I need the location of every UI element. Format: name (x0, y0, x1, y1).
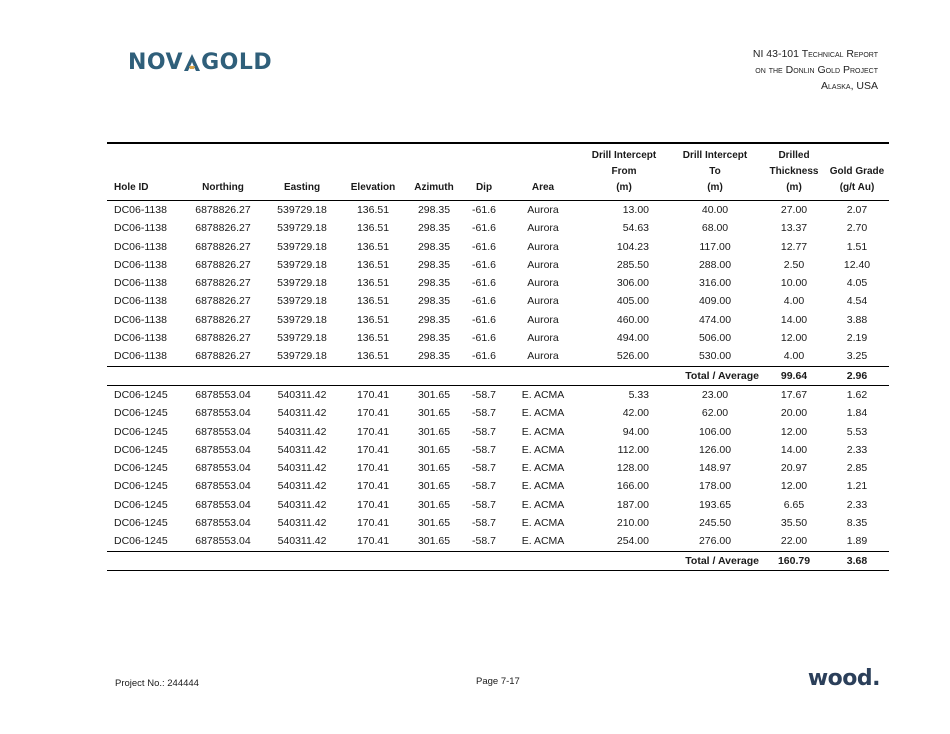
report-title-line1: NI 43-101 Technical Report (752, 48, 878, 60)
cell-dip: -58.7 (472, 388, 496, 401)
table-row (107, 514, 889, 532)
cell-to: 316.00 (698, 277, 732, 290)
cell-area: Aurora (527, 332, 559, 345)
cell-from: 254.00 (616, 535, 649, 548)
novagold-logo-text: NOV GOLD (128, 50, 273, 75)
cell-area: E. ACMA (521, 517, 565, 530)
cell-hole-id: DC06-1138 (114, 204, 167, 216)
cell-dip: -58.7 (472, 480, 496, 493)
cell-easting: 540311.42 (277, 443, 327, 456)
cell-thickness: 14.00 (780, 313, 808, 326)
cell-northing: 6878553.04 (195, 535, 251, 548)
cell-from: 13.00 (622, 204, 649, 216)
cell-elevation: 136.51 (356, 222, 390, 235)
novagold-logo-a-mark (183, 50, 201, 76)
cell-thickness: 12.00 (780, 332, 808, 345)
cell-area: Aurora (527, 295, 559, 308)
cell-azimuth: 301.65 (417, 388, 451, 401)
cell-to: 178.00 (698, 480, 732, 493)
cell-area: Aurora (527, 277, 559, 290)
report-title-line2: on the Donlin Gold Project (755, 64, 878, 76)
cell-to: 245.50 (698, 517, 732, 530)
cell-northing: 6878553.04 (195, 443, 251, 456)
cell-dip: -61.6 (472, 258, 496, 271)
cell-northing: 6878826.27 (195, 222, 251, 235)
cell-dip: -61.6 (472, 332, 496, 345)
cell-hole-id: DC06-1138 (114, 240, 167, 253)
cell-elevation: 170.41 (356, 407, 390, 420)
cell-elevation: 136.51 (356, 313, 390, 326)
cell-northing: 6878826.27 (195, 240, 251, 253)
cell-to: 530.00 (698, 350, 732, 363)
cell-elevation: 170.41 (356, 425, 390, 438)
col-azimuth: Azimuth (405, 148, 463, 201)
cell-hole-id: DC06-1138 (114, 277, 167, 290)
cell-from: 54.63 (622, 222, 649, 235)
cell-to: 193.65 (698, 498, 732, 511)
cell-thickness: 13.37 (780, 222, 808, 235)
cell-thickness: 14.00 (780, 443, 808, 456)
total-thickness: 160.79 (763, 551, 825, 570)
table-row (107, 292, 889, 310)
cell-northing: 6878553.04 (195, 425, 251, 438)
cell-easting: 540311.42 (277, 480, 327, 493)
cell-dip: -58.7 (472, 535, 496, 548)
cell-northing: 6878553.04 (195, 407, 251, 420)
cell-elevation: 136.51 (356, 258, 390, 271)
cell-hole-id: DC06-1138 (114, 350, 167, 363)
cell-dip: -58.7 (472, 517, 496, 530)
cell-thickness: 35.50 (780, 517, 808, 530)
total-grade: 2.96 (825, 366, 889, 385)
cell-grade: 3.25 (846, 350, 868, 363)
cell-elevation: 170.41 (356, 388, 390, 401)
cell-area: E. ACMA (521, 425, 565, 438)
table-row (107, 532, 889, 551)
cell-to: 474.00 (698, 313, 732, 326)
cell-grade: 2.85 (846, 462, 868, 475)
cell-easting: 540311.42 (277, 535, 327, 548)
cell-dip: -58.7 (472, 425, 496, 438)
table-header-row (107, 148, 889, 201)
cell-from: 494.00 (616, 332, 649, 345)
cell-northing: 6878826.27 (195, 258, 251, 271)
cell-to: 276.00 (698, 535, 732, 548)
cell-hole-id: DC06-1138 (114, 313, 167, 326)
cell-from: 526.00 (616, 350, 649, 363)
cell-easting: 539729.18 (277, 295, 327, 308)
cell-northing: 6878826.27 (195, 350, 251, 363)
cell-northing: 6878826.27 (195, 204, 251, 216)
cell-hole-id: DC06-1245 (114, 425, 168, 438)
cell-elevation: 170.41 (356, 517, 390, 530)
cell-from: 187.00 (616, 498, 649, 511)
page-number: Page 7-17 (476, 676, 520, 687)
col-northing: Northing (183, 148, 263, 201)
cell-grade: 1.89 (846, 535, 868, 548)
table-row (107, 496, 889, 514)
cell-dip: -61.6 (472, 222, 496, 235)
cell-elevation: 170.41 (356, 498, 390, 511)
col-drilled-thickness: Drilled Thickness (m) (763, 148, 825, 201)
col-area: Area (505, 148, 581, 201)
total-row (107, 366, 889, 385)
cell-azimuth: 298.35 (417, 313, 451, 326)
cell-hole-id: DC06-1245 (114, 535, 168, 548)
cell-hole-id: DC06-1138 (114, 258, 167, 271)
cell-area: Aurora (527, 240, 559, 253)
cell-hole-id: DC06-1245 (114, 498, 168, 511)
cell-grade: 1.62 (846, 388, 868, 401)
cell-easting: 539729.18 (277, 277, 327, 290)
col-easting: Easting (263, 148, 341, 201)
total-label: Total / Average (581, 551, 763, 570)
cell-dip: -61.6 (472, 295, 496, 308)
drill-intercept-table (107, 142, 889, 571)
cell-hole-id: DC06-1138 (114, 295, 167, 308)
cell-grade: 2.33 (846, 498, 868, 511)
cell-elevation: 136.51 (356, 332, 390, 345)
table-row (107, 441, 889, 459)
cell-northing: 6878553.04 (195, 498, 251, 511)
cell-easting: 540311.42 (277, 407, 327, 420)
col-dip: Dip (463, 148, 505, 201)
cell-area: E. ACMA (521, 407, 565, 420)
cell-area: E. ACMA (521, 498, 565, 511)
cell-azimuth: 301.65 (417, 480, 451, 493)
cell-area: Aurora (527, 204, 559, 216)
wood-logo: wood. (807, 666, 880, 691)
cell-easting: 540311.42 (277, 517, 327, 530)
cell-thickness: 22.00 (780, 535, 808, 548)
report-header (753, 46, 878, 94)
cell-azimuth: 301.65 (417, 462, 451, 475)
table-row (107, 385, 889, 404)
cell-from: 166.00 (616, 480, 649, 493)
cell-grade: 2.70 (846, 222, 868, 235)
cell-easting: 540311.42 (277, 425, 327, 438)
cell-dip: -61.6 (472, 277, 496, 290)
table-row (107, 311, 889, 329)
cell-grade: 1.21 (846, 480, 868, 493)
cell-dip: -61.6 (472, 204, 496, 216)
table-row (107, 329, 889, 347)
cell-easting: 539729.18 (277, 313, 327, 326)
cell-elevation: 170.41 (356, 443, 390, 456)
cell-from: 5.33 (628, 388, 649, 401)
total-thickness: 99.64 (763, 366, 825, 385)
cell-to: 62.00 (701, 407, 729, 420)
cell-azimuth: 298.35 (417, 204, 451, 216)
group-dc06-1245 (107, 385, 889, 570)
cell-easting: 539729.18 (277, 204, 327, 216)
cell-grade: 4.05 (846, 277, 868, 290)
total-grade: 3.68 (825, 551, 889, 570)
cell-azimuth: 301.65 (417, 407, 451, 420)
project-number: Project No.: 244444 (115, 678, 199, 689)
cell-easting: 539729.18 (277, 332, 327, 345)
cell-to: 126.00 (698, 443, 732, 456)
cell-northing: 6878553.04 (195, 517, 251, 530)
cell-grade: 2.07 (846, 204, 868, 216)
cell-from: 94.00 (622, 425, 649, 438)
report-title-line3: Alaska, USA (821, 80, 878, 92)
cell-thickness: 4.00 (783, 295, 805, 308)
cell-thickness: 4.00 (783, 350, 805, 363)
cell-hole-id: DC06-1245 (114, 443, 168, 456)
cell-from: 285.50 (616, 258, 649, 271)
cell-easting: 539729.18 (277, 222, 327, 235)
cell-area: Aurora (527, 222, 559, 235)
cell-easting: 540311.42 (277, 388, 327, 401)
cell-elevation: 170.41 (356, 480, 390, 493)
cell-northing: 6878826.27 (195, 295, 251, 308)
cell-grade: 2.33 (846, 443, 868, 456)
cell-elevation: 170.41 (356, 535, 390, 548)
col-gold-grade: Gold Grade (g/t Au) (825, 148, 889, 201)
cell-northing: 6878826.27 (195, 277, 251, 290)
table-row (107, 423, 889, 441)
cell-azimuth: 298.35 (417, 277, 451, 290)
col-intercept-to: Drill Intercept To (m) (667, 148, 763, 201)
cell-northing: 6878826.27 (195, 313, 251, 326)
table-row (107, 201, 889, 220)
cell-dip: -58.7 (472, 462, 496, 475)
cell-easting: 540311.42 (277, 498, 327, 511)
cell-hole-id: DC06-1245 (114, 480, 168, 493)
cell-dip: -58.7 (472, 443, 496, 456)
cell-hole-id: DC06-1245 (114, 462, 168, 475)
cell-easting: 539729.18 (277, 258, 327, 271)
cell-easting: 539729.18 (277, 350, 327, 363)
cell-grade: 1.51 (846, 240, 868, 253)
cell-to: 117.00 (699, 240, 731, 253)
cell-thickness: 17.67 (780, 388, 808, 401)
group-dc06-1138 (107, 201, 889, 386)
cell-thickness: 12.77 (780, 240, 808, 253)
cell-hole-id: DC06-1245 (114, 517, 168, 530)
table-row (107, 219, 889, 237)
cell-azimuth: 298.35 (417, 332, 451, 345)
cell-grade: 5.53 (846, 425, 868, 438)
cell-grade: 8.35 (846, 517, 868, 530)
cell-azimuth: 298.35 (417, 222, 451, 235)
cell-azimuth: 298.35 (417, 258, 451, 271)
cell-easting: 539729.18 (277, 240, 327, 253)
table-row (107, 459, 889, 477)
cell-thickness: 20.00 (780, 407, 808, 420)
cell-elevation: 170.41 (356, 462, 390, 475)
cell-from: 460.00 (616, 313, 649, 326)
cell-dip: -58.7 (472, 407, 496, 420)
cell-hole-id: DC06-1138 (114, 332, 167, 345)
cell-grade: 1.84 (846, 407, 868, 420)
cell-area: E. ACMA (521, 535, 565, 548)
cell-dip: -61.6 (472, 240, 496, 253)
cell-azimuth: 298.35 (417, 295, 451, 308)
cell-from: 112.00 (617, 443, 649, 456)
cell-from: 210.00 (616, 517, 649, 530)
cell-hole-id: DC06-1245 (114, 407, 168, 420)
cell-area: E. ACMA (521, 462, 565, 475)
cell-to: 40.00 (701, 204, 729, 216)
cell-thickness: 6.65 (783, 498, 805, 511)
cell-elevation: 136.51 (356, 240, 390, 253)
col-elevation: Elevation (341, 148, 405, 201)
cell-area: E. ACMA (521, 388, 565, 401)
cell-from: 306.00 (616, 277, 649, 290)
cell-area: E. ACMA (521, 443, 565, 456)
cell-thickness: 10.00 (780, 277, 808, 290)
cell-azimuth: 301.65 (417, 517, 451, 530)
cell-to: 409.00 (698, 295, 732, 308)
col-hole-id: Hole ID (107, 148, 183, 201)
cell-to: 148.97 (698, 462, 732, 475)
cell-hole-id: DC06-1245 (114, 388, 168, 401)
cell-grade: 2.19 (846, 332, 868, 345)
novagold-logo (128, 50, 272, 76)
cell-to: 106.00 (698, 425, 732, 438)
cell-hole-id: DC06-1138 (114, 222, 167, 235)
cell-azimuth: 298.35 (417, 240, 451, 253)
cell-easting: 540311.42 (277, 462, 327, 475)
table-row (107, 404, 889, 422)
cell-northing: 6878826.27 (195, 332, 251, 345)
table-row (107, 238, 889, 256)
cell-thickness: 2.50 (783, 258, 805, 271)
cell-azimuth: 301.65 (417, 443, 451, 456)
total-row (107, 551, 889, 570)
cell-azimuth: 301.65 (417, 498, 451, 511)
cell-azimuth: 298.35 (417, 350, 451, 363)
cell-thickness: 27.00 (780, 204, 808, 216)
cell-area: Aurora (527, 258, 559, 271)
cell-thickness: 12.00 (780, 480, 808, 493)
cell-thickness: 20.97 (780, 462, 808, 475)
table-row (107, 347, 889, 366)
cell-from: 128.00 (616, 462, 649, 475)
cell-area: Aurora (527, 313, 559, 326)
cell-from: 104.23 (616, 240, 649, 253)
cell-area: E. ACMA (521, 480, 565, 493)
table-row (107, 274, 889, 292)
cell-from: 42.00 (622, 407, 649, 420)
cell-azimuth: 301.65 (417, 535, 451, 548)
cell-elevation: 136.51 (356, 204, 390, 216)
total-label: Total / Average (581, 366, 763, 385)
cell-northing: 6878553.04 (195, 480, 251, 493)
cell-grade: 3.88 (846, 313, 868, 326)
cell-grade: 4.54 (846, 295, 868, 308)
cell-azimuth: 301.65 (417, 425, 451, 438)
cell-to: 23.00 (701, 388, 729, 401)
cell-area: Aurora (527, 350, 559, 363)
cell-thickness: 12.00 (780, 425, 808, 438)
cell-to: 288.00 (698, 258, 732, 271)
cell-from: 405.00 (616, 295, 649, 308)
cell-dip: -58.7 (472, 498, 496, 511)
table-row (107, 256, 889, 274)
cell-elevation: 136.51 (356, 350, 390, 363)
col-intercept-from: Drill Intercept From (m) (581, 148, 667, 201)
cell-dip: -61.6 (472, 350, 496, 363)
cell-elevation: 136.51 (356, 295, 390, 308)
cell-dip: -61.6 (472, 313, 496, 326)
cell-to: 506.00 (698, 332, 732, 345)
cell-northing: 6878553.04 (195, 462, 251, 475)
cell-elevation: 136.51 (356, 277, 390, 290)
cell-northing: 6878553.04 (195, 388, 251, 401)
cell-to: 68.00 (701, 222, 729, 235)
cell-grade: 12.40 (843, 258, 871, 271)
table-row (107, 477, 889, 495)
